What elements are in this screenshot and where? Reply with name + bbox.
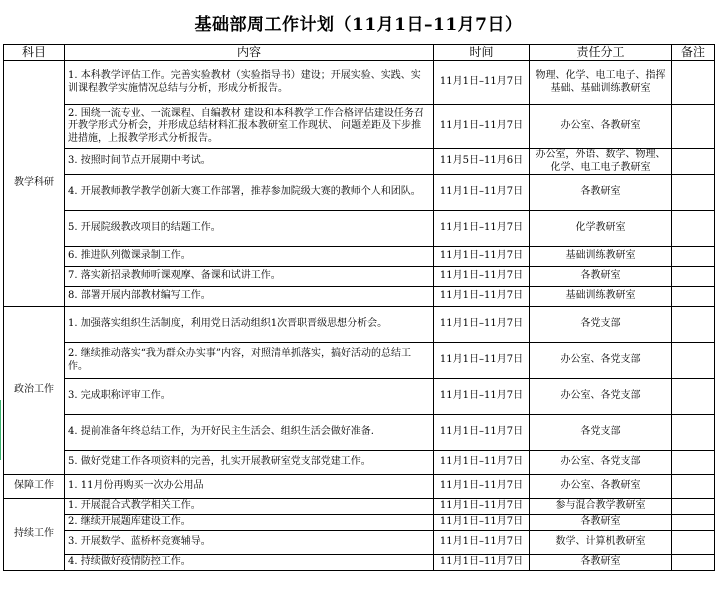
responsibility-cell[interactable]: 办公室，外语、数学、物理、化学、电工电子教研室: [530, 149, 672, 175]
table-row: [4, 379, 715, 415]
responsibility-cell[interactable]: 办公室、各党支部: [530, 343, 672, 379]
content-cell[interactable]: 2. 继续推动落实“我为群众办实事”内容，对照清单抓落实，搞好活动的总结工作。: [65, 343, 434, 379]
page-title: 基础部周工作计划（11月1日–11月7日）: [194, 14, 523, 35]
time-cell[interactable]: 11月1日–11月7日: [434, 211, 530, 247]
responsibility-cell[interactable]: 各教研室: [530, 515, 672, 531]
note-cell[interactable]: [672, 415, 715, 451]
time-cell[interactable]: 11月1日–11月7日: [434, 61, 530, 105]
responsibility-cell[interactable]: 各教研室: [530, 175, 672, 211]
responsibility-cell[interactable]: 各教研室: [530, 267, 672, 287]
note-cell[interactable]: [672, 307, 715, 343]
responsibility-cell[interactable]: 各党支部: [530, 307, 672, 343]
note-cell[interactable]: [672, 61, 715, 105]
content-cell[interactable]: 1. 开展混合式教学相关工作。: [65, 499, 434, 515]
content-cell[interactable]: 1. 本科教学评估工作。完善实验教材（实验指导书）建设；开展实验、实践、实训课程教学实施情况总结与分析，形成分析报告。: [65, 61, 434, 105]
content-cell[interactable]: 4. 提前准备年终总结工作，为开好民主生活会、组织生活会做好准备.: [65, 415, 434, 451]
category-cell-ongoing-work[interactable]: 持续工作: [4, 499, 65, 571]
responsibility-cell[interactable]: 各党支部: [530, 415, 672, 451]
content-cell[interactable]: 6. 推进队列微课录制工作。: [65, 247, 434, 267]
category-cell-political-work[interactable]: 政治工作: [4, 307, 65, 475]
time-cell[interactable]: 11月1日–11月7日: [434, 175, 530, 211]
time-cell[interactable]: 11月1日–11月7日: [434, 379, 530, 415]
header-category[interactable]: 科目: [4, 45, 65, 61]
time-cell[interactable]: 11月1日–11月7日: [434, 415, 530, 451]
responsibility-cell[interactable]: 办公室、各党支部: [530, 379, 672, 415]
note-cell[interactable]: [672, 175, 715, 211]
responsibility-cell[interactable]: 参与混合教学教研室: [530, 499, 672, 515]
content-cell[interactable]: 2. 围绕一流专业、一流课程、自编教材 建设和本科教学工作合格评估建设任务召开教学形式分析会，并形成总结材料汇报本教研室工作现状、 问题差距及下步推进措施，上报教学形式分析报告。: [65, 105, 434, 149]
time-cell[interactable]: 11月1日–11月7日: [434, 475, 530, 499]
time-cell[interactable]: 11月1日–11月7日: [434, 307, 530, 343]
responsibility-cell[interactable]: 办公室、各党支部: [530, 451, 672, 475]
table-row: [4, 343, 715, 379]
note-cell[interactable]: [672, 287, 715, 307]
content-cell[interactable]: 4. 开展教师教学教学创新大赛工作部署，推荐参加院级大赛的教师个人和团队。: [65, 175, 434, 211]
note-cell[interactable]: [672, 105, 715, 149]
content-cell[interactable]: 3. 完成职称评审工作。: [65, 379, 434, 415]
header-time[interactable]: 时间: [434, 45, 530, 61]
table-row: [4, 531, 715, 555]
note-cell[interactable]: [672, 343, 715, 379]
time-cell[interactable]: 11月1日–11月7日: [434, 287, 530, 307]
time-cell[interactable]: 11月1日–11月7日: [434, 451, 530, 475]
table-row: [4, 515, 715, 531]
note-cell[interactable]: [672, 267, 715, 287]
responsibility-cell[interactable]: 办公室、各教研室: [530, 105, 672, 149]
note-cell[interactable]: [672, 379, 715, 415]
content-cell[interactable]: 1. 11月份再购买一次办公用品: [65, 475, 434, 499]
time-cell[interactable]: 11月1日–11月7日: [434, 499, 530, 515]
responsibility-cell[interactable]: 化学教研室: [530, 211, 672, 247]
table-row: [4, 105, 715, 149]
note-cell[interactable]: [672, 211, 715, 247]
content-cell[interactable]: 5. 开展院级教改项目的结题工作。: [65, 211, 434, 247]
note-cell[interactable]: [672, 475, 715, 499]
time-cell[interactable]: 11月1日–11月7日: [434, 515, 530, 531]
content-cell[interactable]: 5. 做好党建工作各项资料的完善，扎实开展教研室党支部党建工作。: [65, 451, 434, 475]
header-responsibility[interactable]: 责任分工: [530, 45, 672, 61]
content-cell[interactable]: 2. 继续开展题库建设工作。: [65, 515, 434, 531]
time-cell[interactable]: 11月1日–11月7日: [434, 267, 530, 287]
plan-table: [3, 44, 715, 571]
time-cell[interactable]: 11月5日–11月6日: [434, 149, 530, 175]
responsibility-cell[interactable]: 基础训练教研室: [530, 287, 672, 307]
time-cell[interactable]: 11月1日–11月7日: [434, 343, 530, 379]
note-cell[interactable]: [672, 515, 715, 531]
note-cell[interactable]: [672, 149, 715, 175]
table-row: [4, 149, 715, 175]
category-cell-teaching-research[interactable]: 教学科研: [4, 61, 65, 307]
table-row: [4, 267, 715, 287]
plan-table-body: [4, 61, 715, 571]
header-row: [4, 45, 715, 61]
header-content[interactable]: 内容: [65, 45, 434, 61]
time-cell[interactable]: 11月1日–11月7日: [434, 105, 530, 149]
responsibility-cell[interactable]: 办公室、各教研室: [530, 475, 672, 499]
note-cell[interactable]: [672, 247, 715, 267]
time-cell[interactable]: 11月1日–11月7日: [434, 555, 530, 571]
header-note[interactable]: 备注: [672, 45, 715, 61]
content-cell[interactable]: 4. 持续做好疫情防控工作。: [65, 555, 434, 571]
table-row: [4, 451, 715, 475]
note-cell[interactable]: [672, 555, 715, 571]
table-row: [4, 475, 715, 499]
time-cell[interactable]: 11月1日–11月7日: [434, 531, 530, 555]
content-cell[interactable]: 1. 加强落实组织生活制度，利用党日活动组织1次晋职晋级思想分析会。: [65, 307, 434, 343]
table-row: [4, 307, 715, 343]
time-cell[interactable]: 11月1日–11月7日: [434, 247, 530, 267]
table-row: [4, 499, 715, 515]
table-row: [4, 555, 715, 571]
table-row: [4, 287, 715, 307]
content-cell[interactable]: 3. 按照时间节点开展期中考试。: [65, 149, 434, 175]
table-row: [4, 175, 715, 211]
responsibility-cell[interactable]: 各教研室: [530, 555, 672, 571]
table-row: [4, 415, 715, 451]
note-cell[interactable]: [672, 499, 715, 515]
table-row: [4, 61, 715, 105]
note-cell[interactable]: [672, 531, 715, 555]
note-cell[interactable]: [672, 451, 715, 475]
responsibility-cell[interactable]: 物理、化学、电工电子、指挥基础、基础训练教研室: [530, 61, 672, 105]
category-cell-support-work[interactable]: 保障工作: [4, 475, 65, 499]
content-cell[interactable]: 3. 开展数学、蓝桥杯竞赛辅导。: [65, 531, 434, 555]
responsibility-cell[interactable]: 基础训练教研室: [530, 247, 672, 267]
table-row: [4, 247, 715, 267]
content-cell[interactable]: 8. 部署开展内部教材编写工作。: [65, 287, 434, 307]
responsibility-cell[interactable]: 数学、计算机教研室: [530, 531, 672, 555]
selection-edge: [0, 400, 1, 460]
table-row: [4, 211, 715, 247]
content-cell[interactable]: 7. 落实新招录教师听课观摩、备课和试讲工作。: [65, 267, 434, 287]
